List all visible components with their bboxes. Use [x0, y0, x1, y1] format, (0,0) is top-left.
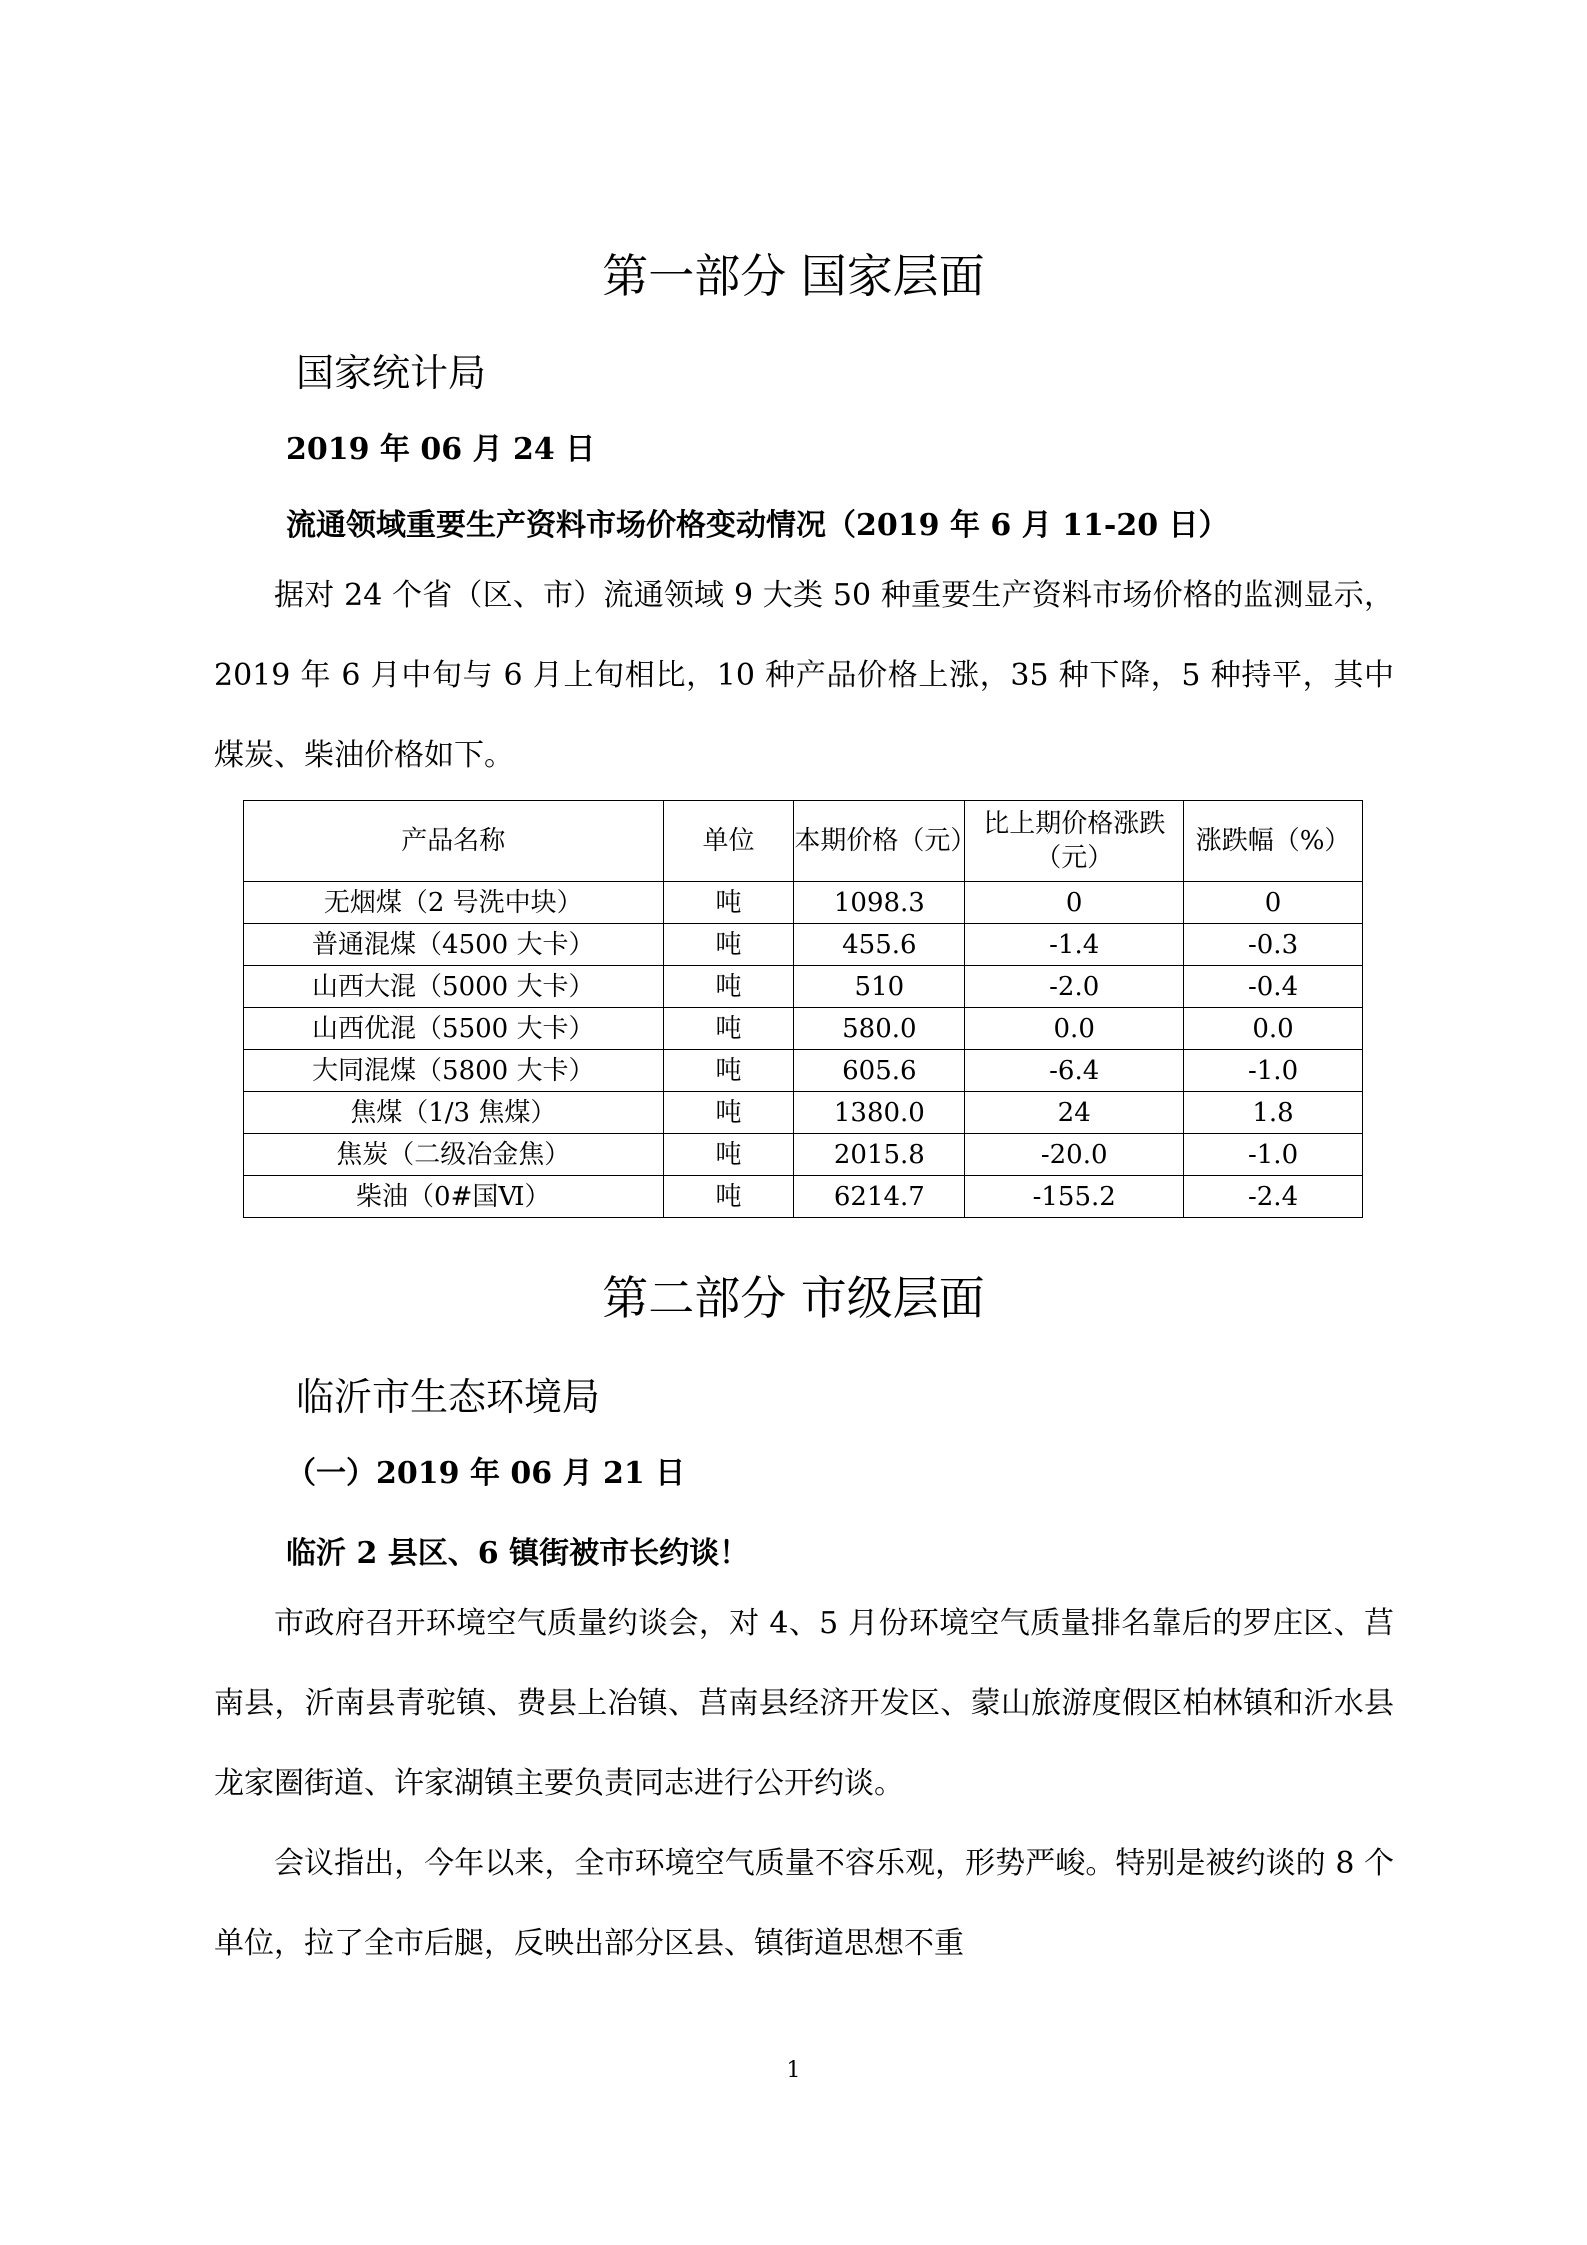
cell-price: 1380.0 — [794, 1092, 965, 1134]
cell-product: 大同混煤（5800 大卡） — [244, 1050, 664, 1092]
header-change: 比上期价格涨跌（元） — [965, 801, 1184, 882]
cell-unit: 吨 — [663, 882, 794, 924]
cell-product: 山西优混（5500 大卡） — [244, 1008, 664, 1050]
part2-body — [214, 1584, 1394, 1984]
cell-percent: -1.0 — [1184, 1050, 1363, 1092]
part2-agency: 临沂市生态环境局 — [296, 1375, 601, 1419]
price-table — [243, 800, 1363, 1218]
part2-paragraph-2: 会议指出，今年以来，全市环境空气质量不容乐观，形势严峻。特别是被约谈的 8 个单位，拉了全市后腿，反映出部分区县、镇街道思想不重 — [214, 1846, 1394, 1961]
cell-unit: 吨 — [663, 1134, 794, 1176]
part1-agency: 国家统计局 — [296, 351, 487, 395]
cell-percent: -0.3 — [1184, 924, 1363, 966]
cell-price: 455.6 — [794, 924, 965, 966]
table-row — [244, 1134, 1363, 1176]
part1-headline: 流通领域重要生产资料市场价格变动情况（2019 年 6 月 11-20 日） — [286, 508, 1229, 543]
cell-unit: 吨 — [663, 1176, 794, 1218]
cell-percent: 0 — [1184, 882, 1363, 924]
cell-percent: -1.0 — [1184, 1134, 1363, 1176]
cell-price: 510 — [794, 966, 965, 1008]
page-number: 1 — [786, 2058, 801, 2083]
header-percent: 涨跌幅（%） — [1184, 801, 1363, 882]
cell-change: -155.2 — [965, 1176, 1184, 1218]
cell-change: -1.4 — [965, 924, 1184, 966]
part2-paragraph-1: 市政府召开环境空气质量约谈会，对 4、5 月份环境空气质量排名靠后的罗庄区、莒南县，沂南县青驼镇、费县上冶镇、莒南县经济开发区、蒙山旅游度假区柏林镇和沂水县龙家圈街道、许家湖镇主要负责同志进行公开约谈。 — [214, 1606, 1394, 1801]
cell-price: 6214.7 — [794, 1176, 965, 1218]
part2-date: （一）2019 年 06 月 21 日 — [286, 1456, 686, 1491]
cell-price: 2015.8 — [794, 1134, 965, 1176]
cell-unit: 吨 — [663, 1050, 794, 1092]
cell-percent: 0.0 — [1184, 1008, 1363, 1050]
cell-unit: 吨 — [663, 1008, 794, 1050]
cell-price: 1098.3 — [794, 882, 965, 924]
cell-change: 0 — [965, 882, 1184, 924]
part1-paragraph: 据对 24 个省（区、市）流通领域 9 大类 50 种重要生产资料市场价格的监测显示，2019 年 6 月中旬与 6 月上旬相比，10 种产品价格上涨，35 种下降，5 种持平，其中煤炭、柴油价格如下。 — [214, 578, 1394, 773]
cell-unit: 吨 — [663, 1092, 794, 1134]
part1-date: 2019 年 06 月 24 日 — [286, 432, 596, 467]
cell-change: 24 — [965, 1092, 1184, 1134]
part2-title: 第二部分 市级层面 — [602, 1271, 985, 1325]
table-header-row — [244, 801, 1363, 882]
cell-unit: 吨 — [663, 966, 794, 1008]
cell-change: -2.0 — [965, 966, 1184, 1008]
cell-unit: 吨 — [663, 924, 794, 966]
cell-product: 普通混煤（4500 大卡） — [244, 924, 664, 966]
cell-product: 焦炭（二级冶金焦） — [244, 1134, 664, 1176]
cell-change: -20.0 — [965, 1134, 1184, 1176]
cell-price: 605.6 — [794, 1050, 965, 1092]
table-row — [244, 924, 1363, 966]
part2-headline: 临沂 2 县区、6 镇街被市长约谈！ — [286, 1536, 750, 1571]
cell-percent: -2.4 — [1184, 1176, 1363, 1218]
cell-product: 柴油（0#国Ⅵ） — [244, 1176, 664, 1218]
header-unit: 单位 — [663, 801, 794, 882]
table-row — [244, 882, 1363, 924]
cell-percent: 1.8 — [1184, 1092, 1363, 1134]
table-row — [244, 1176, 1363, 1218]
cell-change: 0.0 — [965, 1008, 1184, 1050]
table-row — [244, 966, 1363, 1008]
header-price: 本期价格（元） — [794, 801, 965, 882]
cell-product: 无烟煤（2 号洗中块） — [244, 882, 664, 924]
part1-title: 第一部分 国家层面 — [602, 249, 985, 303]
table-row — [244, 1050, 1363, 1092]
cell-product: 山西大混（5000 大卡） — [244, 966, 664, 1008]
header-product: 产品名称 — [244, 801, 664, 882]
cell-product: 焦煤（1/3 焦煤） — [244, 1092, 664, 1134]
cell-percent: -0.4 — [1184, 966, 1363, 1008]
cell-price: 580.0 — [794, 1008, 965, 1050]
cell-change: -6.4 — [965, 1050, 1184, 1092]
table-row — [244, 1092, 1363, 1134]
table-row — [244, 1008, 1363, 1050]
